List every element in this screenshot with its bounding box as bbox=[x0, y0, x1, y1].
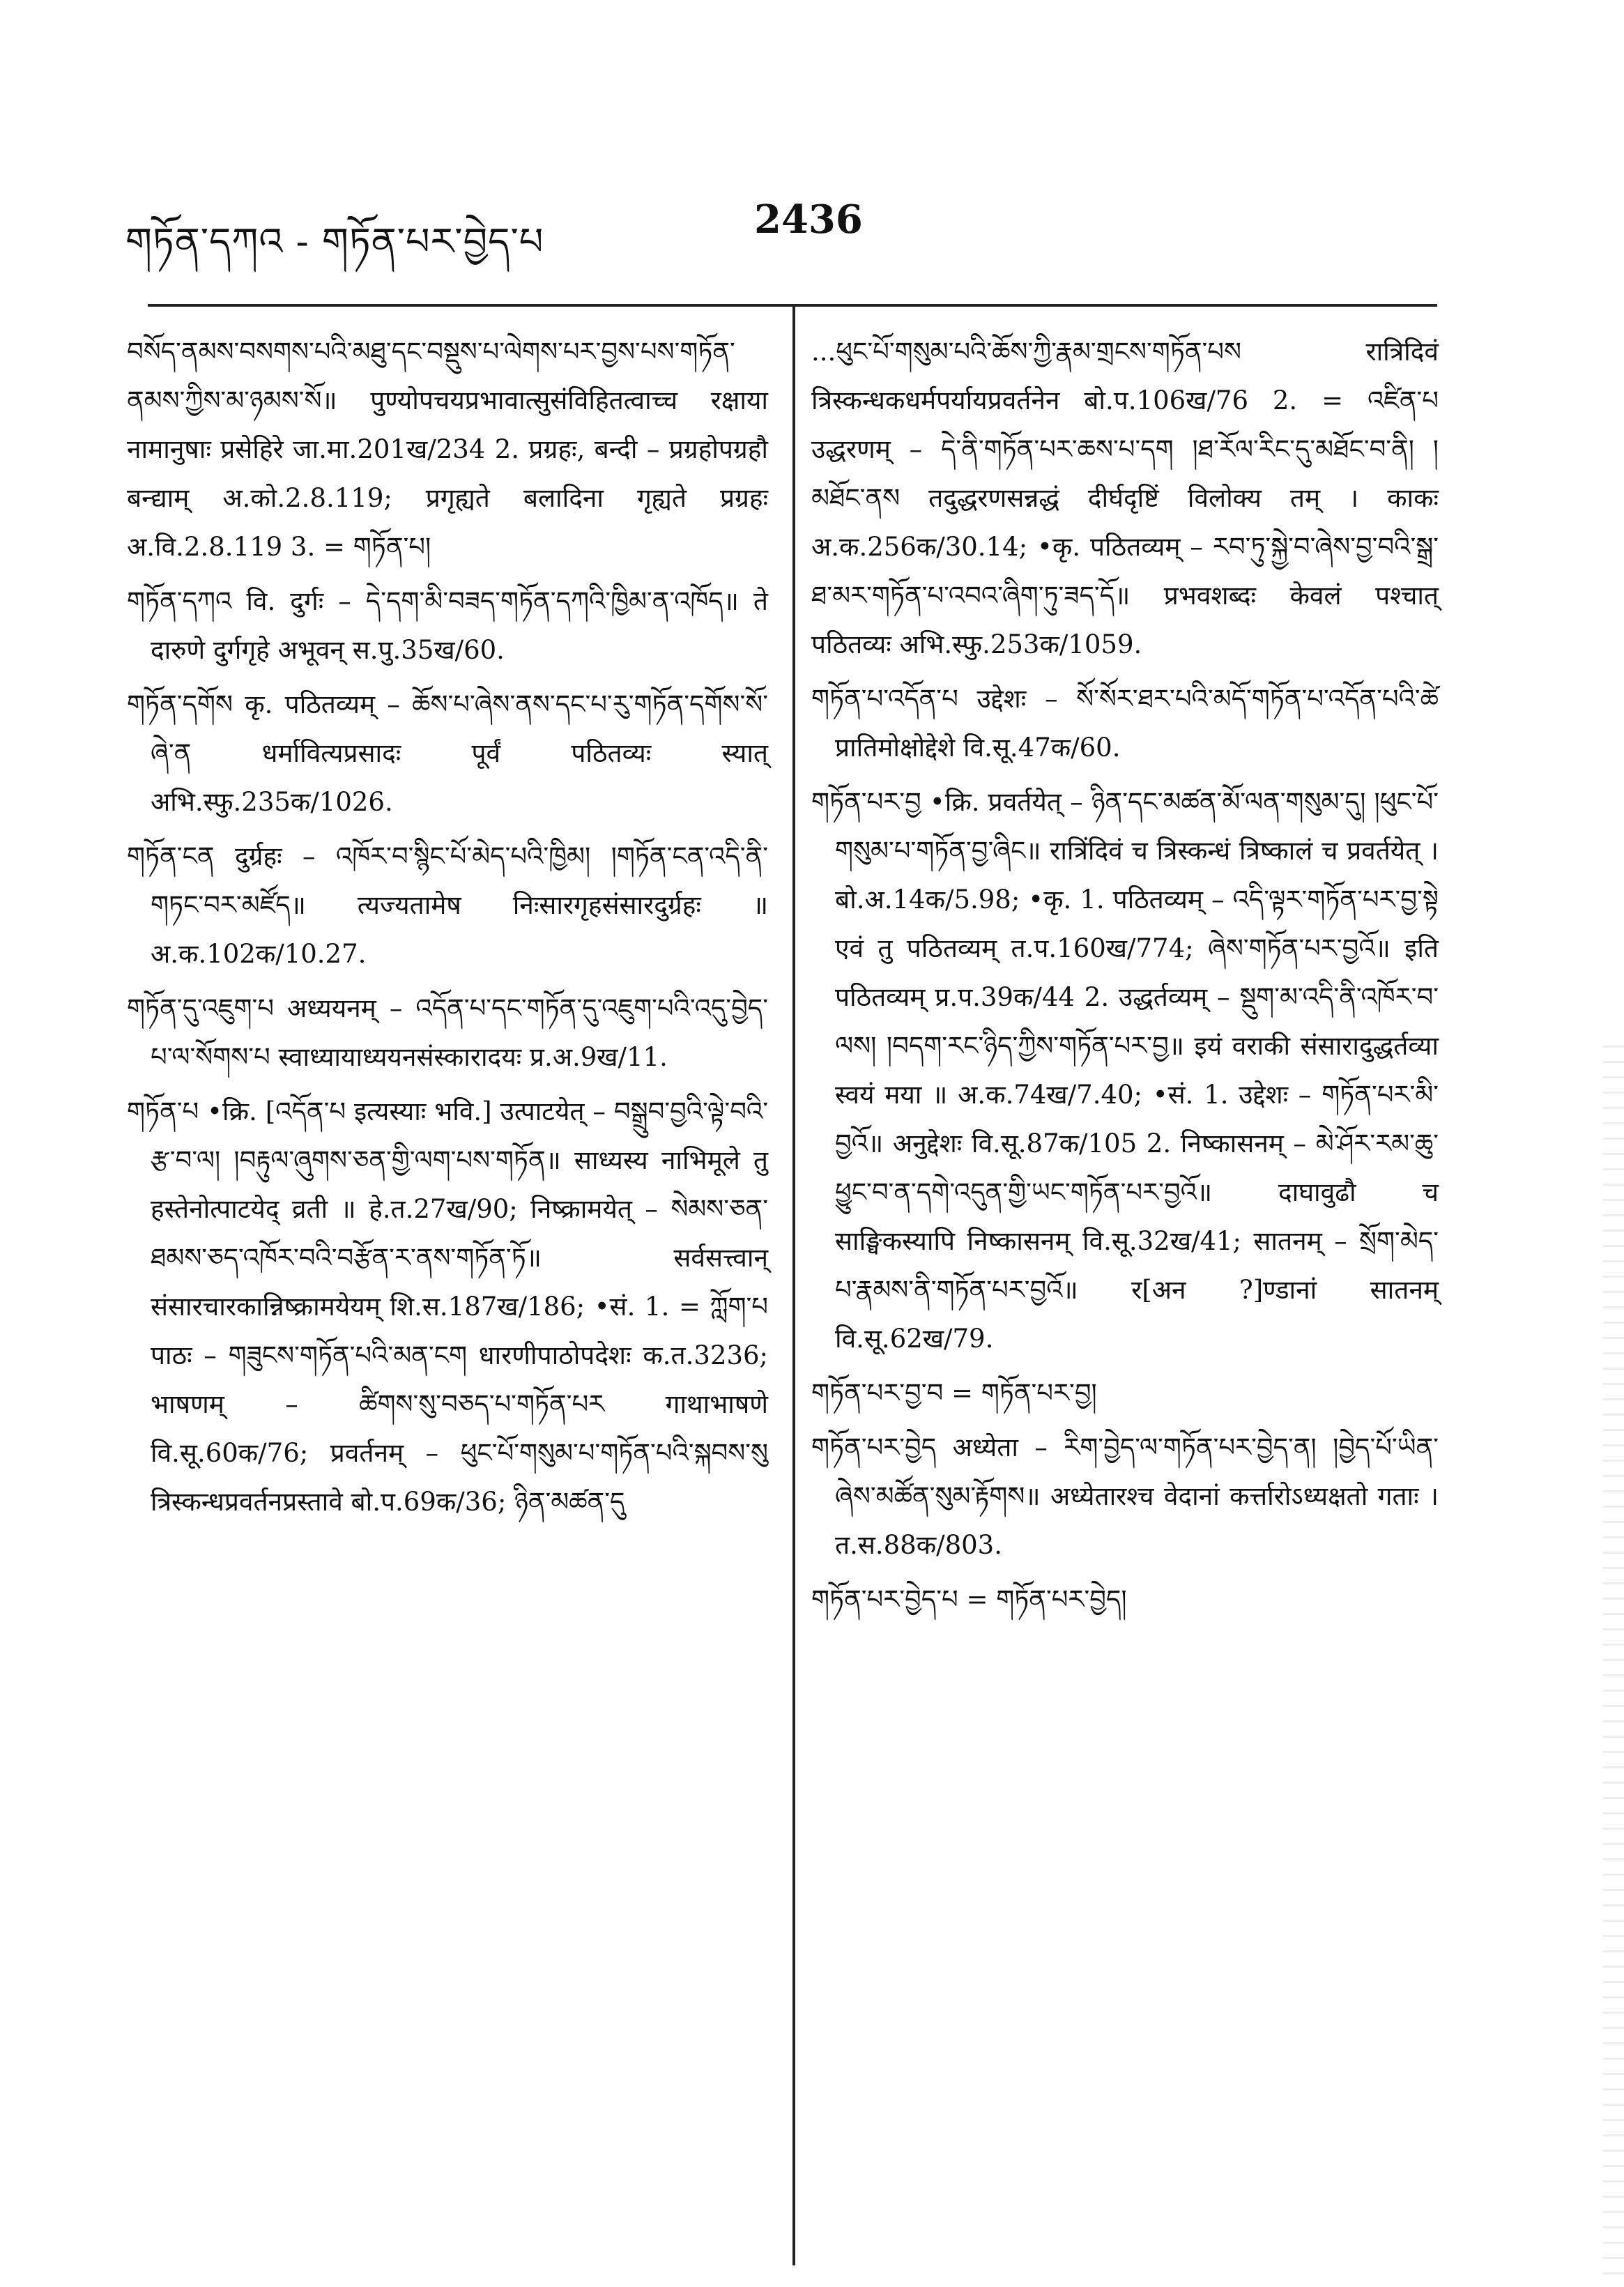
dictionary-entry: གཏོན་པར་བྱ་བ = གཏོན་པར་བྱ། bbox=[811, 1378, 1097, 1408]
page-number: 2436 bbox=[754, 197, 863, 243]
dictionary-entry: གཏོན་དུ་འཇུག་པ अध्ययनम् – འདོན་པ་དང་གཏོན་དུ་འཇུག་པའི་འདུ་བྱེད་པ་ལ་སོགས་པ स्वाध्यायाध्ययनसंस्कारादयः प्र.अ.9ख/11. bbox=[127, 993, 768, 1072]
dictionary-entry: གཏོན་ངན दुर्ग्रहः – འཁོར་བ་སྙིང་པོ་མེད་པའི་ཁྱིམ། །གཏོན་ངན་འདི་ནི་གཏང་བར་མཛོད॥ त्यज्यतामेष निःसारगृहसंसारदुर्ग्रहः ॥ अ.क.102क/10.27. bbox=[127, 841, 768, 969]
dictionary-entry: གཏོན་པ་འདོན་པ उद्देशः – སོ་སོར་ཐར་པའི་མདོ་གཏོན་པ་འདོན་པའི་ཚེ प्रातिमोक्षोद्देशे वि.सू.47क/60. bbox=[811, 684, 1439, 763]
scan-edge-noise bbox=[1603, 1046, 1624, 2286]
dictionary-entry: གཏོན་པར་བྱེད་པ = གཏོན་པར་བྱེད། bbox=[811, 1584, 1127, 1614]
column-divider bbox=[792, 307, 795, 2265]
running-header: གཏོན་དཀའ - གཏོན་པར་བྱེད་པ bbox=[125, 220, 544, 263]
dictionary-entry: གཏོན་པར་བྱ •क्रि. प्रवर्तयेत् – ཉིན་དང་མཚན་མོ་ལན་གསུམ་དུ། །ཕུང་པོ་གསུམ་པ་གཏོན་བྱ་ཞིང॥ रात्रिंदिवं च त्रिस्कन्धं त्रिष्कालं च प्रवर्तयेत् । बो.अ.14क/5.98; •कृ. 1. पठितव्यम् – འདི་ལྟར་གཏོན་པར་བྱ་སྟེ एवं तु पठितव्यम् त.प.160ख/774; ཞེས་གཏོན་པར་བྱའོ॥ इति पठितव्यम् प्र.प.39क/44 2. उद्धर्तव्यम् – སྡུག་མ་འདི་ནི་འཁོར་བ་ལས། །བདག་རང་ཉིད་ཀྱིས་གཏོན་པར་བྱ॥ इयं वराकी संसारादुद्धर्तव्या स्वयं मया ॥ अ.क.74ख/7.40; •सं. 1. उद्देशः – གཏོན་པར་མི་བྱའོ॥ अनुद्देशः वि.सू.87क/105 2. निष्कासनम् – མེ་ཤོར་རམ་ཆུ་ཕྱུང་བ་ན་དགེ་འདུན་གྱི་ཡང་གཏོན་པར་བྱའོ॥ दाघावुढौ च साङ्घिकस्यापि निष्कासनम् वि.सू.32ख/41; सातनम् – སྲོག་མེད་པ་རྣམས་ནི་གཏོན་པར་བྱའོ॥ र[अन ?]ण्डानां सातनम् वि.सू.62ख/79. bbox=[811, 787, 1439, 1354]
dictionary-entry: ...ཕུང་པོ་གསུམ་པའི་ཆོས་ཀྱི་རྣམ་གྲངས་གཏོན་པས रात्रिदिवं त्रिस्कन्धकधर्मपर्यायप्रवर्तनेन बो.प.106ख/76 2. = འཛིན་པ उद्धरणम् – དེ་ནི་གཏོན་པར་ཆས་པ་དག །ཐ་རོལ་རིང་དུ་མཐོང་བ་ནི། །མཐོང་ནས तदुद्धरणसन्नद्धं दीर्घदृष्टिं विलोक्य तम् । काकः अ.क.256क/30.14; •कृ. पठितव्यम् – རབ་ཏུ་སྐྱེ་བ་ཞེས་བྱ་བའི་སྒྲ་ཐ་མར་གཏོན་པ་འབའ་ཞིག་ཏུ་ཟད་དོ॥ प्रभवशब्दः केवलं पश्चात् पठितव्यः अभि.स्फु.253क/1059. bbox=[811, 337, 1439, 659]
dictionary-entry: གཏོན་པ •क्रि. [འདོན་པ इत्यस्याः भवि.] उत्पाटयेत् – བསྒྲུབ་བྱའི་ལྟེ་བའི་རྩ་བ་ལ། །བརྟུལ་ཞུགས་ཅན་གྱི་ལག་པས་གཏོན॥ साध्यस्य नाभिमूले तु हस्तेनोत्पाटयेद् व्रती ॥ हे.त.27ख/90; निष्क्रामयेत् – སེམས་ཅན་ཐམས་ཅད་འཁོར་བའི་བརྩོན་ར་ནས་གཏོན་ཏོ॥ सर्वसत्त्वान् संसारचारकान्निष्क्रामयेयम् शि.स.187ख/186; •सं. 1. = ཀློག་པ पाठः – གཟུངས་གཏོན་པའི་མན་ངག धारणीपाठोपदेशः क.त.3236; भाषणम् – ཚིགས་སུ་བཅད་པ་གཏོན་པར गाथाभाषणे वि.सू.60क/76; प्रवर्तनम् – ཕུང་པོ་གསུམ་པ་གཏོན་པའི་སྐབས་སུ त्रिस्कन्धप्रवर्तनप्रस्तावे बो.प.69क/36; ཉིན་མཚན་དུ bbox=[127, 1096, 768, 1517]
dictionary-entry: གཏོན་དགོས कृ. पठितव्यम् – ཆོས་པ་ཞེས་ནས་དང་པ་རུ་གཏོན་དགོས་སོ་ཞེ་ན धर्मावित्यप्रसादः पूर्वं पठितव्यः स्यात् अभि.स्फु.235क/1026. bbox=[127, 689, 768, 817]
left-column bbox=[127, 328, 768, 1532]
dictionary-entry: གཏོན་པར་བྱེད अध्येता – རིག་བྱེད་ལ་གཏོན་པར་བྱེད་ན། །བྱེད་པོ་ཡིན་ཞེས་མཚོན་སུམ་རྟོགས॥ अध्येतारश्च वेदानां कर्त्तारोऽध्यक्षतो गताः । त.स.88क/803. bbox=[811, 1432, 1439, 1560]
dictionary-entry: གཏོན་དཀའ वि. दुर्गः – དེ་དག་མི་བཟད་གཏོན་དཀའི་ཁྱིམ་ན་འཁོད॥ ते दारुणे दुर्गगृहे अभूवन् स.पु.35ख/60. bbox=[127, 586, 768, 665]
right-column bbox=[811, 328, 1439, 1630]
dictionary-entry: བསོད་ནམས་བསགས་པའི་མཐུ་དང་བསྡུས་པ་ལེགས་པར་བྱས་པས་གཏོན་ནམས་ཀྱིས་མ་ཉམས་སོ॥ पुण्योपचयप्रभावात्सुसंविहितत्वाच्च रक्षाया नामानुषाः प्रसेहिरे जा.मा.201ख/234 2. प्रग्रहः, बन्दी – प्रग्रहोपग्रहौ बन्द्याम् अ.को.2.8.119; प्रगृह्यते बलादिना गृह्यते प्रग्रहः अ.वि.2.8.119 3. = གཏོན་པ། bbox=[127, 337, 768, 562]
